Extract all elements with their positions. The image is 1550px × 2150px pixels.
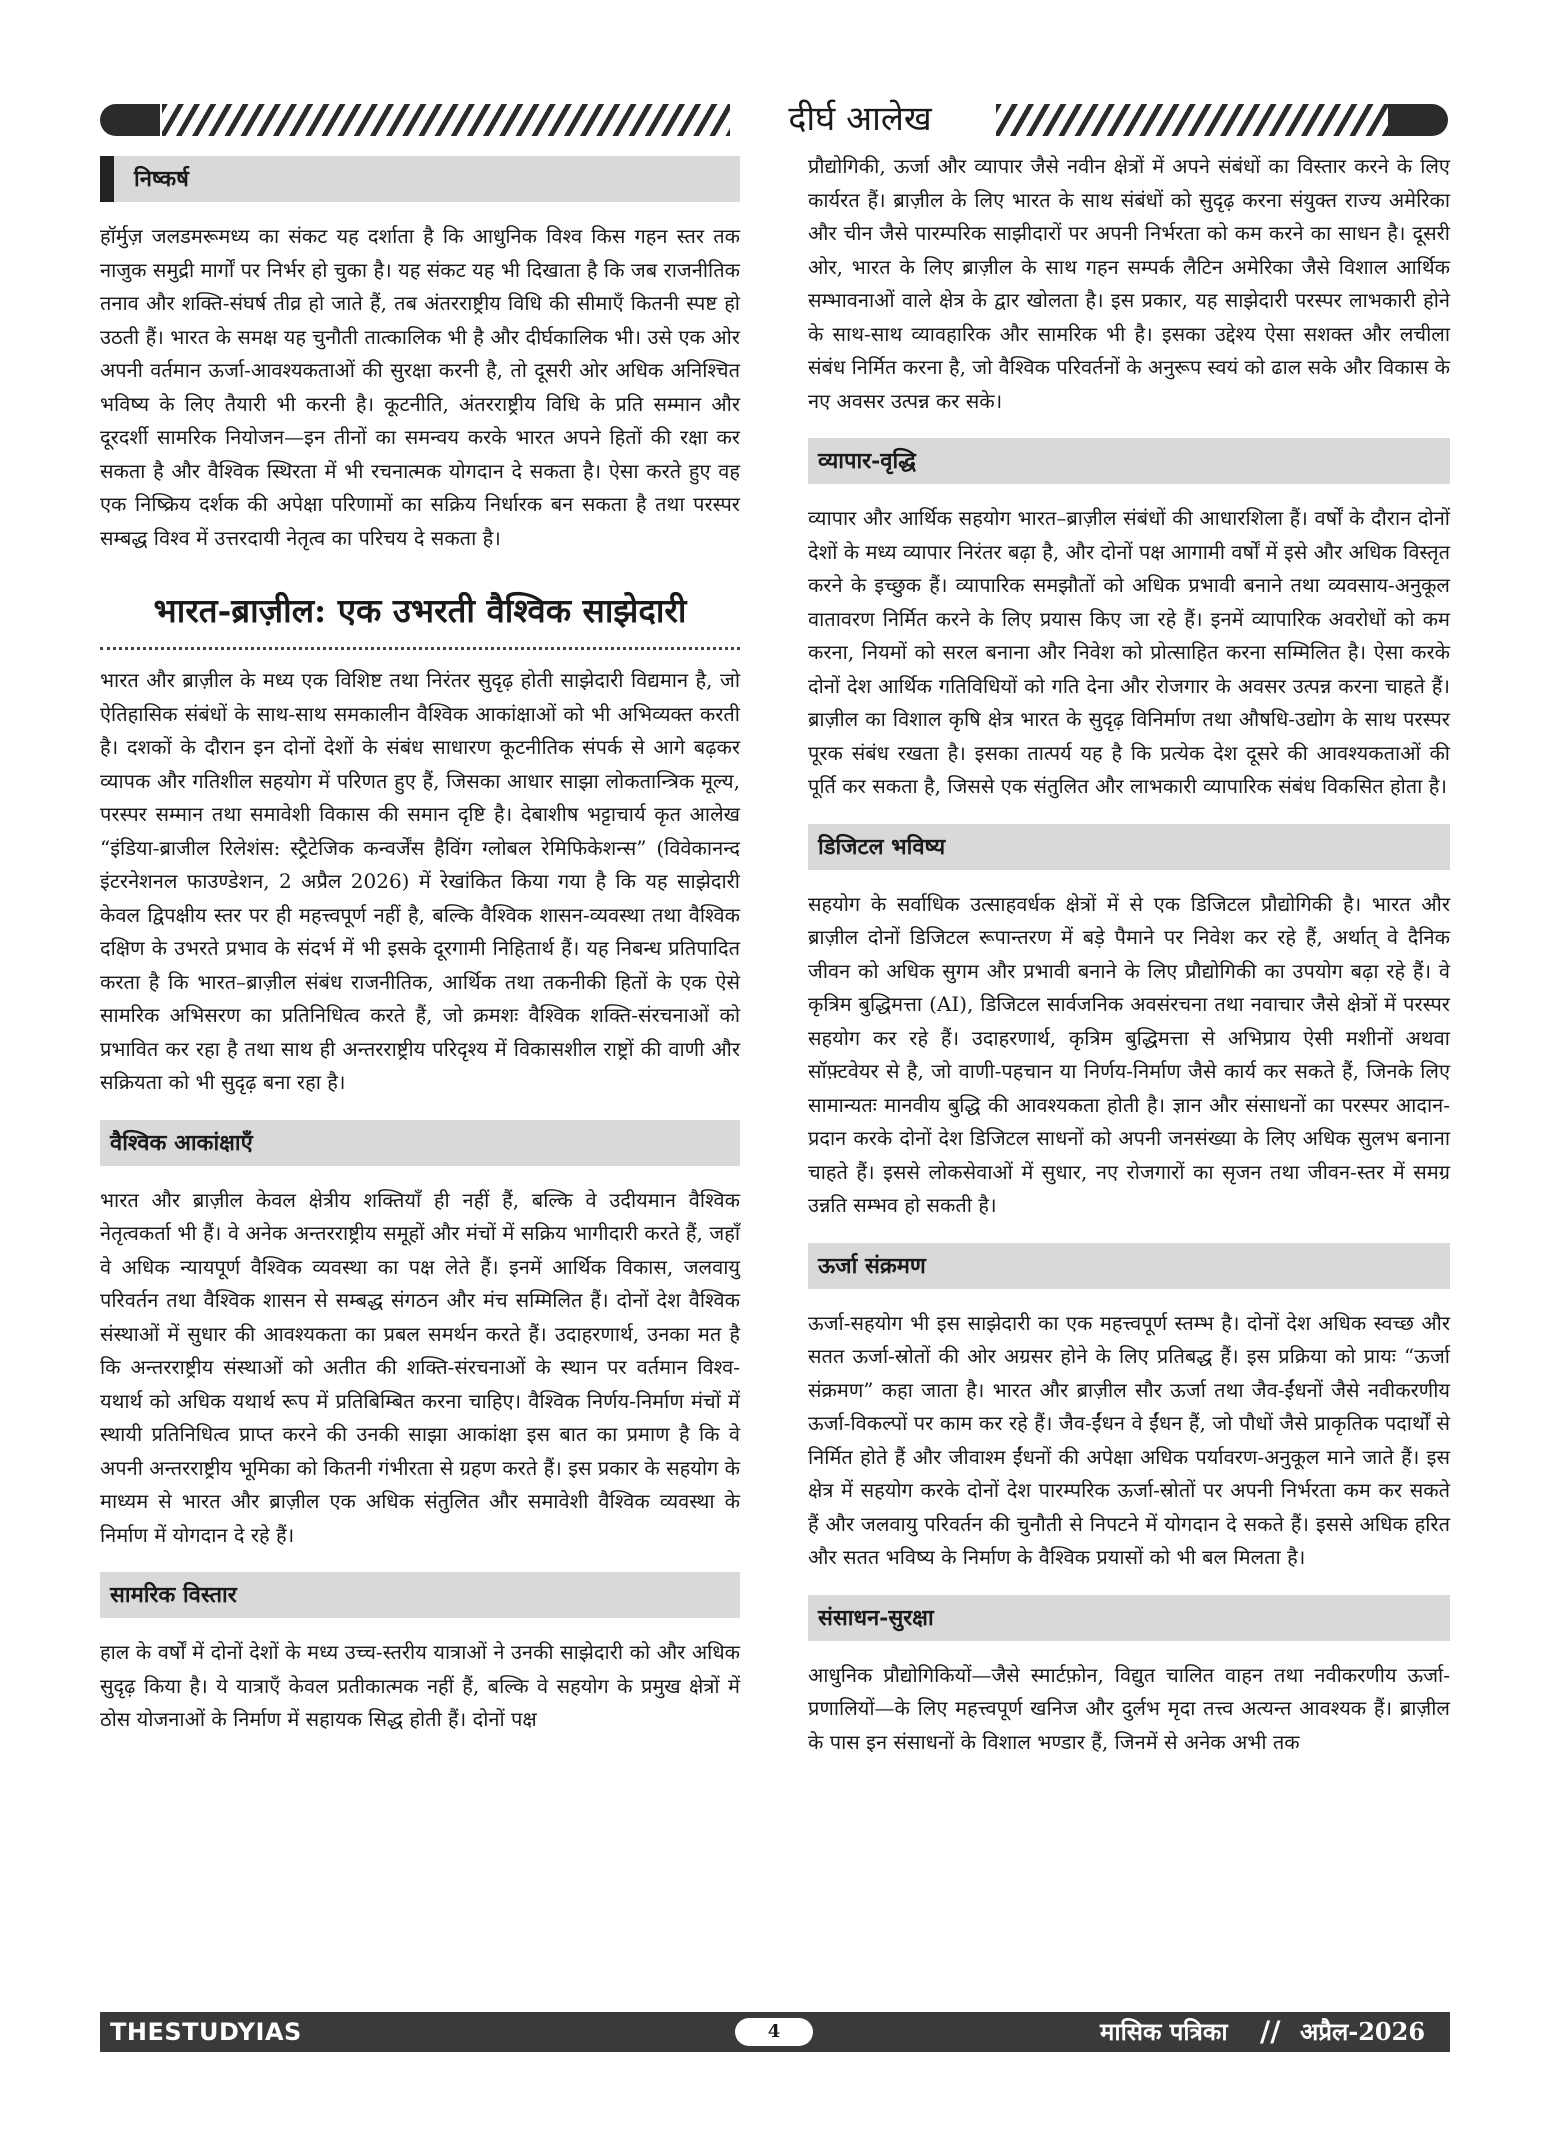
brand-name: THESTUDYIAS [110, 2018, 302, 2046]
page-header [100, 96, 1448, 142]
paragraph-trade-growth: व्यापार और आर्थिक सहयोग भारत–ब्राज़ील संबंधों की आधारशिला हैं। वर्षों के दौरान दोनों देशों के मध्य व्यापार निरंतर बढ़ा है, और दोनों पक्ष आगामी वर्षों में इसे और अधिक विस्तृत करने के इच्छुक हैं। व्यापारिक समझौतों को अधिक प्रभावी बनाने तथा व्यवसाय-अनुकूल वातावरण निर्मित करने के लिए प्रयास किए जा रहे हैं। इनमें व्यापारिक अवरोधों को कम करना, नियमों को सरल बनाना और निवेश को प्रोत्साहित करना सम्मिलित है। ऐसा करके दोनों देश आर्थिक गतिविधियों को गति देना और रोजगार के अवसर उत्पन्न करना चाहते हैं। ब्राज़ील का विशाल कृषि क्षेत्र भारत के सुदृढ़ विनिर्माण तथा औषधि-उद्योग के साथ परस्पर पूरक संबंध रखता है। इसका तात्पर्य यह है कि प्रत्येक देश दूसरे की आवश्यकताओं की पूर्ति कर सकता है, जिससे एक संतुलित और लाभकारी व्यापारिक संबंध विकसित होता है। [808, 506, 1451, 798]
section-heading-strategic-expansion: सामरिक विस्तार [100, 1572, 740, 1618]
page-number: 4 [735, 2018, 813, 2046]
paragraph-resource-security: आधुनिक प्रौद्योगिकियों—जैसे स्मार्टफ़ोन, विद्युत चालित वाहन तथा नवीकरणीय ऊर्जा-प्रणालियों—के लिए महत्त्वपूर्ण खनिज और दुर्लभ मृदा तत्त्व अत्यन्त आवश्यक हैं। ब्राज़ील के पास इन संसाधनों के विशाल भण्डार हैं, जिनमें से अनेक अभी तक [808, 1662, 1450, 1754]
title-divider [100, 645, 740, 650]
section-heading-global-aspirations: वैश्विक आकांक्षाएँ [100, 1120, 740, 1166]
section-title: दीर्घ आलेख [788, 99, 932, 139]
section-heading-digital-future: डिजिटल भविष्य [808, 824, 1450, 870]
paragraph-global-aspirations: भारत और ब्राज़ील केवल क्षेत्रीय शक्तियाँ ही नहीं हैं, बल्कि वे उदीयमान वैश्विक नेतृत्वकर्ता भी हैं। वे अनेक अन्तरराष्ट्रीय समूहों और मंचों में सक्रिय भागीदारी करते हैं, जहाँ वे अधिक न्यायपूर्ण वैश्विक व्यवस्था का पक्ष लेते हैं। इनमें आर्थिक विकास, जलवायु परिवर्तन तथा वैश्विक शासन से सम्बद्ध संगठन और मंच सम्मिलित हैं। दोनों देश वैश्विक संस्थाओं में सुधार की आवश्यकता का प्रबल समर्थन करते हैं। उदाहरणार्थ, उनका मत है कि अन्तरराष्ट्रीय संस्थाओं को अतीत की शक्ति-संरचनाओं के स्थान पर वर्तमान विश्व-यथार्थ को अधिक यथार्थ रूप में प्रतिबिम्बित करना चाहिए। वैश्विक निर्णय-निर्माण मंचों में स्थायी प्रतिनिधित्व प्राप्त करने की उनकी साझा आकांक्षा इस बात का प्रमाण है कि वे अपनी अन्तरराष्ट्रीय भूमिका को कितनी गंभीरता से ग्रहण करते हैं। इस प्रकार के सहयोग के माध्यम से भारत और ब्राज़ील एक अधिक संतुलित और समावेशी वैश्विक व्यवस्था के निर्माण में योगदान दे रहे हैं। [100, 1187, 740, 1547]
article-title: भारत-ब्राज़ील: एक उभरती वैश्विक साझेदारी [153, 591, 687, 630]
footer-separator: // [1260, 2015, 1281, 2048]
issue-date: अप्रैल-2026 [1300, 2017, 1426, 2046]
section-heading-conclusion: निष्कर्ष [100, 156, 740, 202]
header-cap-right [1388, 104, 1448, 136]
section-heading-energy-transition: ऊर्जा संक्रमण [808, 1243, 1450, 1289]
paragraph-continued: प्रौद्योगिकी, ऊर्जा और व्यापार जैसे नवीन क्षेत्रों में अपने संबंधों का विस्तार करने के लिए कार्यरत हैं। ब्राज़ील के लिए भारत के साथ संबंधों को सुदृढ़ करना संयुक्त राज्य अमेरिका और चीन जैसे पारम्परिक साझीदारों पर अपनी निर्भरता को कम करने का साधन है। दूसरी ओर, भारत के लिए ब्राज़ील के साथ गहन सम्पर्क लैटिन अमेरिका जैसे विशाल आर्थिक सम्भावनाओं वाले क्षेत्र के द्वार खोलता है। इस प्रकार, यह साझेदारी परस्पर लाभकारी होने के साथ-साथ व्यावहारिक और सामरिक भी है। इसका उद्देश्य ऐसा सशक्त और लचीला संबंध निर्मित करना है, जो वैश्विक परिवर्तनों के अनुरूप स्वयं को ढाल सके और विकास के नए अवसर उत्पन्न कर सके। [808, 154, 1450, 413]
paragraph-strategic-expansion: हाल के वर्षों में दोनों देशों के मध्य उच्च-स्तरीय यात्राओं ने उनकी साझेदारी को और अधिक सुदृढ़ किया है। ये यात्राएँ केवल प्रतीकात्मक नहीं हैं, बल्कि वे सहयोग के प्रमुख क्षेत्रों में ठोस योजनाओं के निर्माण में सहायक सिद्ध होती हैं। दोनों पक्ष [100, 1640, 740, 1731]
header-stripes-right [996, 104, 1388, 136]
left-column [100, 150, 740, 1757]
right-column [808, 150, 1450, 1779]
paragraph-conclusion: हॉर्मुज़ जलडमरूमध्य का संकट यह दर्शाता है कि आधुनिक विश्व किस गहन स्तर तक नाजुक समुद्री मार्गों पर निर्भर हो चुका है। यह संकट यह भी दिखाता है कि जब राजनीतिक तनाव और शक्ति-संघर्ष तीव्र हो जाते हैं, तब अंतरराष्ट्रीय विधि की सीमाएँ कितनी स्पष्ट हो उठती हैं। भारत के समक्ष यह चुनौती तात्कालिक भी है और दीर्घकालिक भी। उसे एक ओर अपनी वर्तमान ऊर्जा-आवश्यकताओं की सुरक्षा करनी है, तो दूसरी ओर अधिक अनिश्चित भविष्य के लिए तैयारी भी करनी है। कूटनीति, अंतरराष्ट्रीय विधि के प्रति सम्मान और दूरदर्शी सामरिक नियोजन—इन तीनों का समन्वय करके भारत अपने हितों की रक्षा कर सकता है और वैश्विक स्थिरता में भी रचनात्मक योगदान दे सकता है। ऐसा करते हुए वह एक निष्क्रिय दर्शक की अपेक्षा परिणामों का सक्रिय निर्धारक बन सकता है तथा परस्पर सम्बद्ध विश्व में उत्तरदायी नेतृत्व का परिचय दे सकता है। [100, 224, 740, 550]
paragraph-digital-future: सहयोग के सर्वाधिक उत्साहवर्धक क्षेत्रों में से एक डिजिटल प्रौद्योगिकी है। भारत और ब्राज़ील दोनों डिजिटल रूपान्तरण में बड़े पैमाने पर निवेश कर रहे हैं, अर्थात् वे दैनिक जीवन को अधिक सुगम और प्रभावी बनाने के लिए प्रौद्योगिकी का उपयोग बढ़ा रहे हैं। वे कृत्रिम बुद्धिमत्ता (AI), डिजिटल सार्वजनिक अवसंरचना तथा नवाचार जैसे क्षेत्रों में परस्पर सहयोग कर रहे हैं। उदाहरणार्थ, कृत्रिम बुद्धिमत्ता से अभिप्राय ऐसी मशीनों अथवा सॉफ़्टवेयर से है, जो वाणी-पहचान या निर्णय-निर्माण जैसे कार्य कर सकते हैं, जिनके लिए सामान्यतः मानवीय बुद्धि की आवश्यकता होती है। ज्ञान और संसाधनों का परस्पर आदान-प्रदान करके दोनों देश डिजिटल साधनों को अपनी जनसंख्या के लिए अधिक सुलभ बनाना चाहते हैं। इससे लोकसेवाओं में सुधार, नए रोजगारों का सृजन तथा जीवन-स्तर में समग्र उन्नति सम्भव हो सकती है। [808, 891, 1450, 1217]
page-footer [100, 2012, 1450, 2052]
magazine-label: मासिक पत्रिका [1100, 2017, 1228, 2046]
header-cap-left [100, 104, 160, 136]
section-heading-trade-growth: व्यापार-वृद्धि [808, 438, 1450, 484]
section-heading-resource-security: संसाधन-सुरक्षा [808, 1595, 1450, 1641]
paragraph-energy-transition: ऊर्जा-सहयोग भी इस साझेदारी का एक महत्त्वपूर्ण स्तम्भ है। दोनों देश अधिक स्वच्छ और सतत ऊर्जा-स्रोतों की ओर अग्रसर होने के लिए प्रतिबद्ध हैं। इस प्रक्रिया को प्रायः “ऊर्जा संक्रमण” कहा जाता है। भारत और ब्राज़ील सौर ऊर्जा तथा जैव-ईंधनों जैसे नवीकरणीय ऊर्जा-विकल्पों पर काम कर रहे हैं। जैव-ईंधन वे ईंधन हैं, जो पौधों जैसे प्राकृतिक पदार्थों से निर्मित होते हैं और जीवाश्म ईंधनों की अपेक्षा अधिक पर्यावरण-अनुकूल माने जाते हैं। इस क्षेत्र में सहयोग करके दोनों देश पारम्परिक ऊर्जा-स्रोतों पर अपनी निर्भरता कम कर सकते हैं और जलवायु परिवर्तन की चुनौती से निपटने में योगदान दे सकते हैं। इससे अधिक हरित और सतत भविष्य के निर्माण के वैश्विक प्रयासों को भी बल मिलता है। [808, 1310, 1450, 1569]
header-stripes-left [162, 104, 730, 136]
paragraph-intro: भारत और ब्राज़ील के मध्य एक विशिष्ट तथा निरंतर सुदृढ़ होती साझेदारी विद्यमान है, जो ऐतिहासिक संबंधों के साथ-साथ समकालीन वैश्विक आकांक्षाओं को भी अभिव्यक्त करती है। दशकों के दौरान इन दोनों देशों के संबंध साधारण कूटनीतिक संपर्क से आगे बढ़कर व्यापक और गतिशील सहयोग में परिणत हुए हैं, जिसका आधार साझा लोकतान्त्रिक मूल्य, परस्पर सम्मान तथा समावेशी विकास की समान दृष्टि है। देबाशीष भट्टाचार्य कृत आलेख “इंडिया-ब्राजील रिलेशंस: स्ट्रैटेजिक कन्वर्जेंस हैविंग ग्लोबल रेमिफिकेशन्स” (विवेकानन्द इंटरनेशनल फाउण्डेशन, 2 अप्रैल 2026) में रेखांकित किया गया है कि यह साझेदारी केवल द्विपक्षीय स्तर पर ही महत्त्वपूर्ण नहीं है, बल्कि वैश्विक शासन-व्यवस्था तथा वैश्विक दक्षिण के उभरते प्रभाव के संदर्भ में भी इसके दूरगामी निहितार्थ हैं। यह निबन्ध प्रतिपादित करता है कि भारत–ब्राज़ील संबंध राजनीतिक, आर्थिक तथा तकनीकी हितों के एक ऐसे सामरिक अभिसरण का प्रतिनिधित्व करते हैं, जो क्रमशः वैश्विक शक्ति-संरचनाओं को प्रभावित कर रहा है तथा साथ ही अन्तरराष्ट्रीय परिदृश्य में विकासशील राष्ट्रों की वाणी और सक्रियता को भी सुदृढ़ बना रहा है। [100, 668, 740, 1094]
